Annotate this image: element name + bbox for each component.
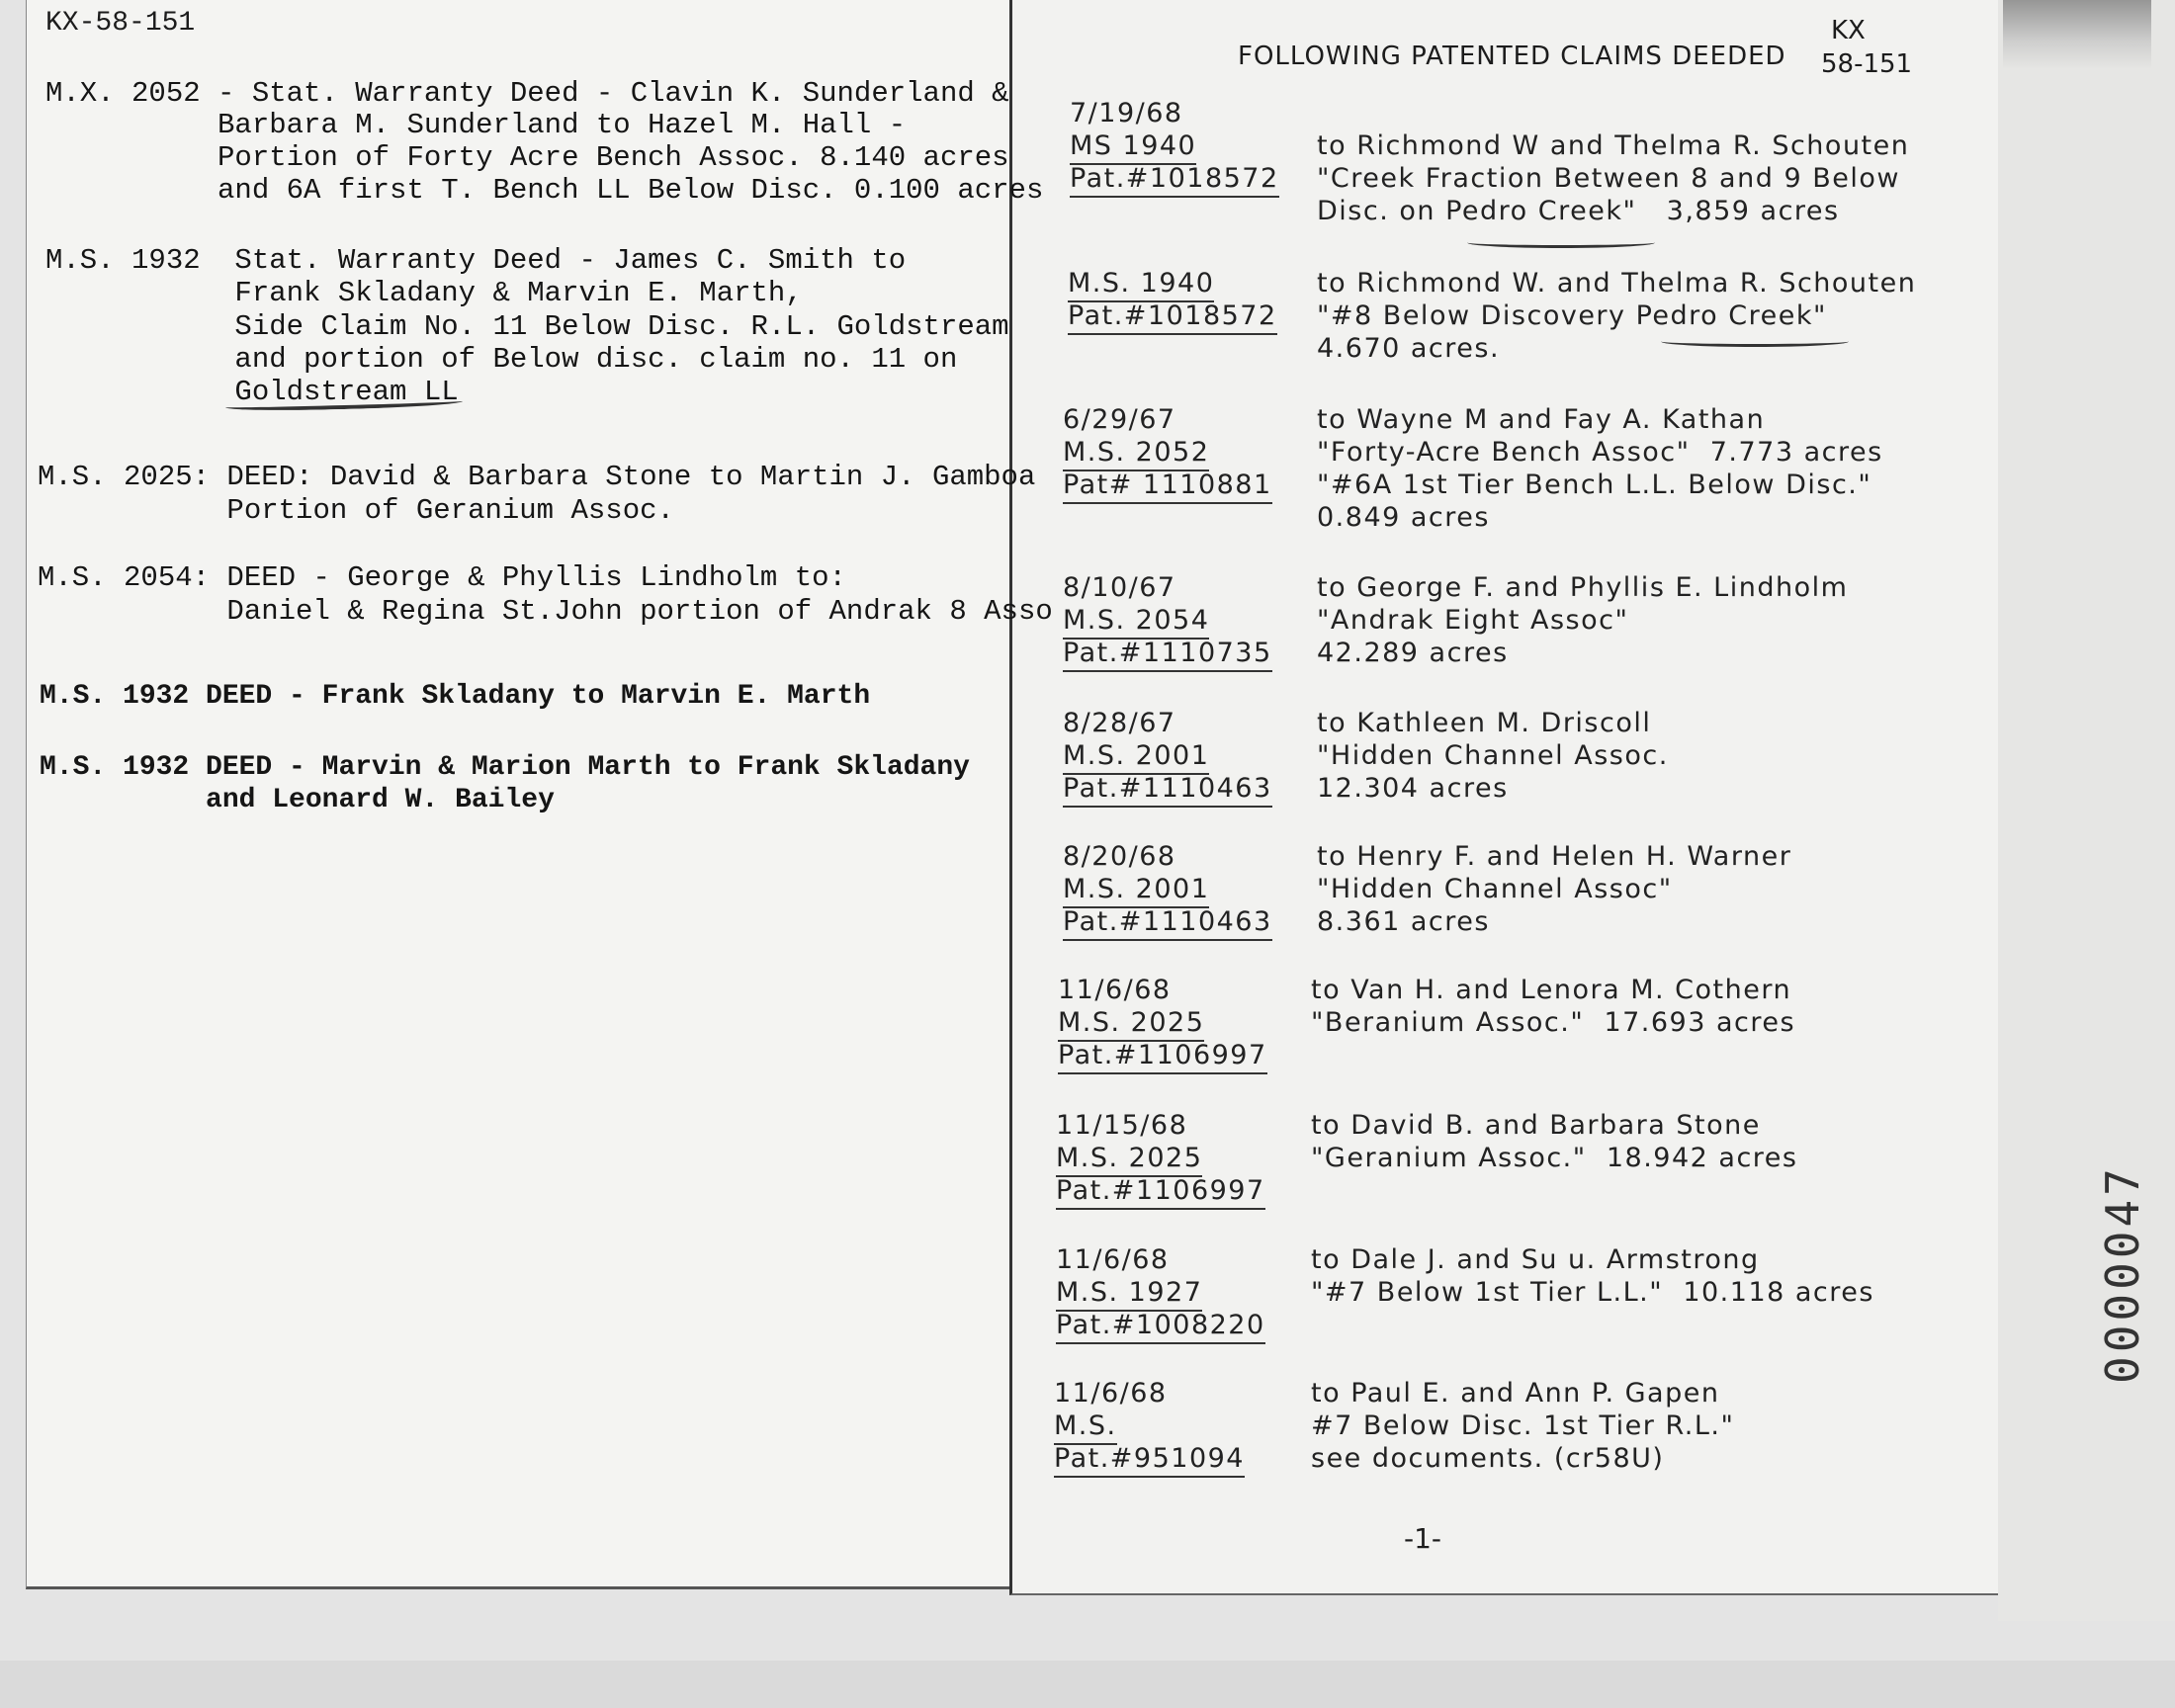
bottom-margin [0, 1661, 2175, 1708]
patent-number: Pat.#1106997 [1056, 1174, 1265, 1210]
entry-line: Portion of Geranium Assoc. [38, 494, 674, 527]
claim-description-line: to George F. and Phyllis E. Lindholm [1317, 572, 1849, 603]
claim-description-line: #7 Below Disc. 1st Tier R.L." [1311, 1410, 1735, 1441]
claim-date: 11/6/68 [1058, 975, 1172, 1005]
mineral-survey-number: M.S. 2052 [1063, 436, 1209, 471]
claim-description-line: 8.361 acres [1317, 906, 1490, 937]
kx-label: KX [1831, 16, 1866, 45]
claim-date: 8/28/67 [1063, 708, 1176, 738]
mineral-survey-number: M.S. 1927 [1056, 1276, 1202, 1312]
claim-description-line: "Creek Fraction Between 8 and 9 Below [1317, 163, 1900, 194]
entry-line: Goldstream LL [45, 376, 459, 408]
claim-description-line: "Hidden Channel Assoc" [1317, 874, 1673, 904]
claim-description-line: "#6A 1st Tier Bench L.L. Below Disc." [1317, 470, 1872, 500]
claim-date: 11/6/68 [1054, 1378, 1168, 1409]
page-title: FOLLOWING PATENTED CLAIMS DEEDED [1238, 42, 1786, 71]
entry-line: M.S. 1932 Stat. Warranty Deed - James C. Smith to [45, 244, 907, 277]
mineral-survey-number: M.S. 1940 [1068, 267, 1214, 302]
claim-description-line: 42.289 acres [1317, 638, 1509, 668]
mineral-survey-number: M.S. 2001 [1063, 873, 1209, 908]
claim-description-line: to David B. and Barbara Stone [1311, 1110, 1761, 1141]
claim-description-line: to Wayne M and Fay A. Kathan [1317, 404, 1766, 435]
claim-description-line: see documents. (cr58U) [1311, 1443, 1665, 1474]
entry-line: and portion of Below disc. claim no. 11 on [45, 343, 958, 376]
mineral-survey-number: M.S. 2001 [1063, 739, 1209, 775]
mineral-survey-number: MS 1940 [1070, 129, 1196, 165]
document-stamp: 0000047 [2096, 1164, 2149, 1384]
claim-description-line: 12.304 acres [1317, 773, 1509, 804]
claim-description-line: Disc. on Pedro Creek" 3,859 acres [1317, 196, 1840, 226]
scan-shadow [2003, 0, 2151, 69]
claim-description-line: "Hidden Channel Assoc. [1317, 740, 1669, 771]
claim-description-line: "Geranium Assoc." 18.942 acres [1311, 1143, 1798, 1173]
claim-description-line: "Forty-Acre Bench Assoc" 7.773 acres [1317, 437, 1883, 468]
patent-number: Pat.#1106997 [1058, 1039, 1267, 1074]
claim-description-line: to Richmond W and Thelma R. Schouten [1317, 130, 1910, 161]
entry-line: M.S. 1932 DEED - Marvin & Marion Marth to Frank Skladany [40, 752, 970, 783]
entry-line: M.S. 1932 DEED - Frank Skladany to Marvin E. Marth [40, 681, 871, 712]
claim-description-line: to Kathleen M. Driscoll [1317, 708, 1652, 738]
claim-date: 8/10/67 [1063, 572, 1176, 603]
patent-number: Pat# 1110881 [1063, 469, 1272, 504]
document-id: KX-58-151 [45, 8, 196, 39]
claim-date: 8/20/68 [1063, 841, 1176, 872]
claim-description-line: to Van H. and Lenora M. Cothern [1311, 975, 1792, 1005]
claim-description-line: to Henry F. and Helen H. Warner [1317, 841, 1792, 872]
claim-description-line: to Richmond W. and Thelma R. Schouten [1317, 268, 1917, 299]
entry-line: and 6A first T. Bench LL Below Disc. 0.100 acres [45, 174, 1044, 207]
kx-number: 58-151 [1821, 49, 1913, 79]
entry-line: Daniel & Regina St.John portion of Andrak 8 Asso [38, 595, 1053, 628]
patent-number: Pat.#1008220 [1056, 1309, 1265, 1344]
entry-line: Barbara M. Sunderland to Hazel M. Hall - [45, 109, 907, 141]
claim-date: 11/6/68 [1056, 1244, 1170, 1275]
patent-number: Pat.#1018572 [1070, 162, 1279, 198]
mineral-survey-number: M.S. 2025 [1056, 1142, 1202, 1177]
patent-number: Pat.#1018572 [1068, 299, 1277, 335]
page-number: -1- [1404, 1522, 1442, 1555]
mineral-survey-number: M.S. 2054 [1063, 604, 1209, 640]
entry-line: M.S. 2025: DEED: David & Barbara Stone to Martin J. Gamboa [38, 461, 1036, 493]
claim-description-line: to Paul E. and Ann P. Gapen [1311, 1378, 1720, 1409]
claim-description-line: 0.849 acres [1317, 502, 1490, 533]
pen-underline [1661, 336, 1849, 347]
pen-underline [1467, 237, 1655, 248]
claim-description-line: "Beranium Assoc." 17.693 acres [1311, 1007, 1796, 1038]
claim-description-line: "Andrak Eight Assoc" [1317, 605, 1629, 636]
patent-number: Pat.#951094 [1054, 1442, 1245, 1478]
claim-date: 11/15/68 [1056, 1110, 1188, 1141]
patent-number: Pat.#1110735 [1063, 637, 1272, 672]
claim-description-line: "#8 Below Discovery Pedro Creek" [1317, 300, 1827, 331]
mineral-survey-number: M.S. 2025 [1058, 1006, 1204, 1042]
entry-line: Frank Skladany & Marvin E. Marth, [45, 277, 803, 309]
claim-description-line: to Dale J. and Su u. Armstrong [1311, 1244, 1760, 1275]
claim-date: 6/29/67 [1063, 404, 1176, 435]
patent-number: Pat.#1110463 [1063, 772, 1272, 808]
mineral-survey-number: M.S. [1054, 1409, 1117, 1445]
claim-description-line: 4.670 acres. [1317, 333, 1501, 364]
claim-description-line: "#7 Below 1st Tier L.L." 10.118 acres [1311, 1277, 1874, 1308]
entry-line: and Leonard W. Bailey [40, 785, 555, 815]
entry-line: Portion of Forty Acre Bench Assoc. 8.140 acres [45, 141, 1009, 174]
entry-line: M.S. 2054: DEED - George & Phyllis Lindholm to: [38, 561, 846, 594]
file-reference [1821, 14, 1913, 81]
entry-line: Side Claim No. 11 Below Disc. R.L. Goldstream [45, 310, 1009, 343]
claim-date: 7/19/68 [1070, 98, 1183, 128]
entry-line: M.X. 2052 - Stat. Warranty Deed - Clavin K. Sunderland & [45, 77, 1009, 110]
patent-number: Pat.#1110463 [1063, 905, 1272, 941]
